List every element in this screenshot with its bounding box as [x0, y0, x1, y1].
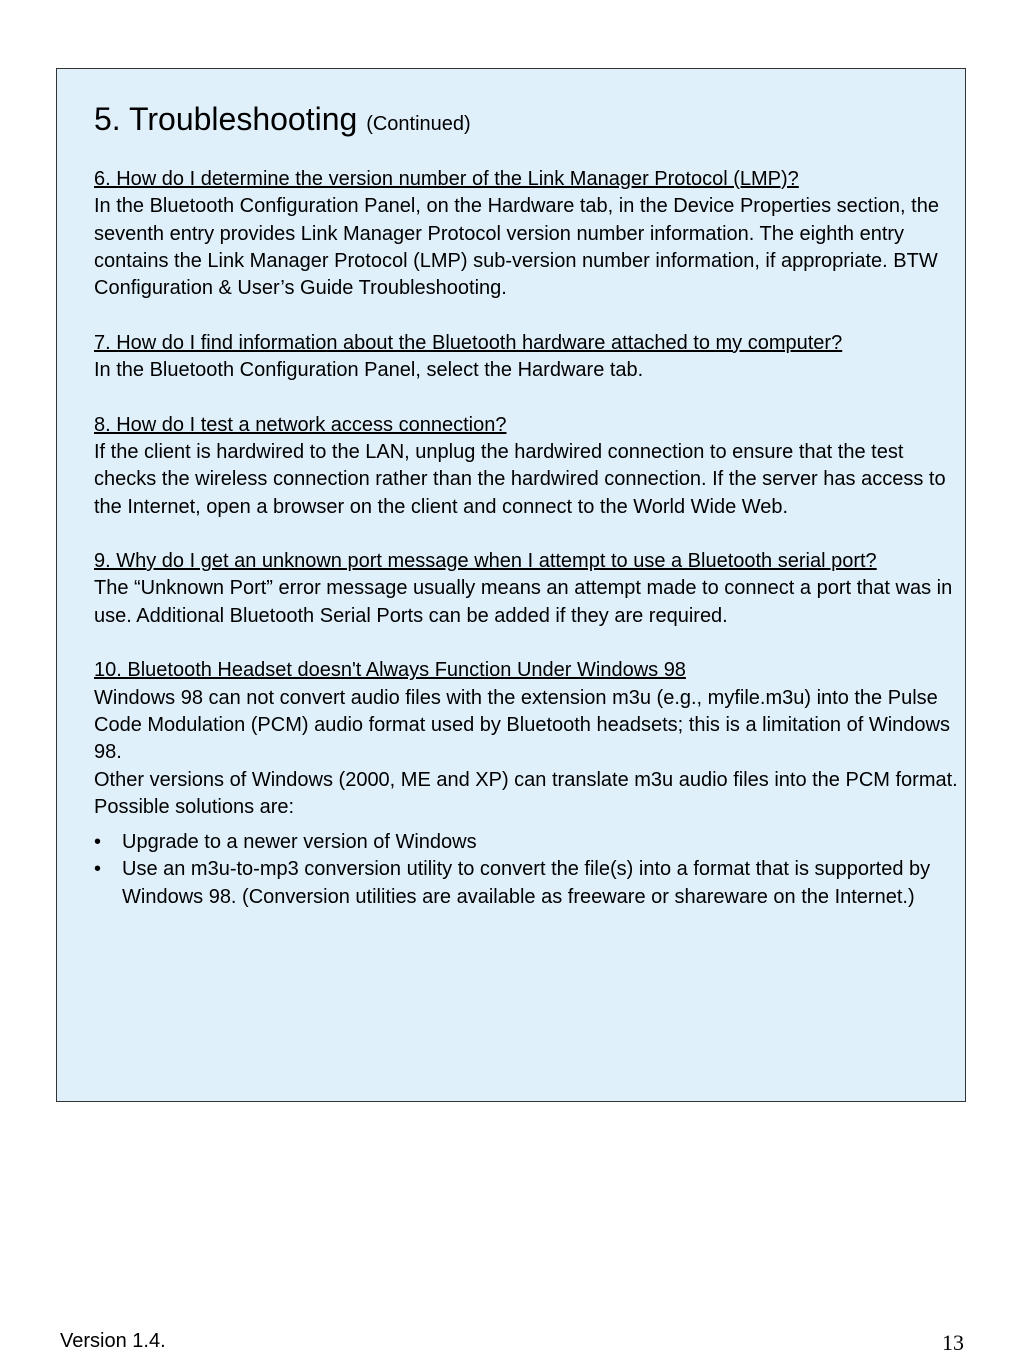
spacer: [94, 384, 964, 411]
solutions-list: [94, 829, 964, 911]
faq-answer-10-part3: Possible solutions are:: [94, 795, 295, 818]
faq-answer-9: The “Unknown Port” error message usually means an attempt made to connect a port that was in use. Additional Bluetooth Serial Ports can be added if they are required.: [94, 577, 953, 627]
list-item: [94, 856, 964, 911]
faq-answer-10-part1: Windows 98 can not convert audio files with the extension m3u (e.g., myfile.m3u) into the Pulse Code Modulation (PCM) audio format used by Bluetooth headsets; this is a limitation of Windows 98.: [94, 686, 950, 764]
spacer: [94, 302, 964, 329]
faq-answer-7: In the Bluetooth Configuration Panel, select the Hardware tab.: [94, 359, 644, 382]
list-item: [94, 829, 964, 856]
faq-question-7: 7. How do I find information about the Bluetooth hardware attached to my computer?: [94, 331, 843, 354]
panel-content: [94, 99, 964, 911]
faq-answer-10-part2: Other versions of Windows (2000, ME and XP) can translate m3u audio files into the PCM format.: [94, 768, 958, 791]
section-title-main: 5. Troubleshooting: [94, 101, 358, 137]
faq-question-9: 9. Why do I get an unknown port message when I attempt to use a Bluetooth serial port?: [94, 550, 877, 573]
faq-answer-6: In the Bluetooth Configuration Panel, on the Hardware tab, in the Device Properties section, the seventh entry provides Link Manager Protocol version number information. The eighth entry contains the Link Manager Protocol (LMP) sub-version number information, if appropriate. BTW Configuration & User’s Guide Troubleshooting.: [94, 195, 939, 300]
faq-question-6: 6. How do I determine the version number of the Link Manager Protocol (LMP)?: [94, 168, 799, 190]
faq-answer-8: If the client is hardwired to the LAN, unplug the hardwired connection to ensure that the test checks the wireless connection rather than the hardwired connection. If the server has access to the Internet, open a browser on the client and connect to the World Wide Web.: [94, 440, 946, 518]
faq-question-10: 10. Bluetooth Headset doesn't Always Function Under Windows 98: [94, 659, 686, 682]
content-panel: [56, 68, 966, 1102]
section-title: [94, 99, 964, 144]
list-item-text: Use an m3u-to-mp3 conversion utility to convert the file(s) into a format that is supported by Windows 98. (Conversion utilities are available as freeware or shareware on the Internet.): [122, 858, 931, 908]
bullet-icon: •: [94, 858, 102, 881]
faq-question-8: 8. How do I test a network access connection?: [94, 413, 507, 436]
version-label: Version 1.4.: [60, 1330, 166, 1352]
list-item-text: Upgrade to a newer version of Windows: [122, 831, 477, 854]
bullet-icon: •: [94, 831, 102, 854]
section-title-sub: (Continued): [366, 113, 471, 135]
page-number: 13: [942, 1330, 964, 1355]
spacer: [94, 630, 964, 657]
spacer: [94, 521, 964, 548]
